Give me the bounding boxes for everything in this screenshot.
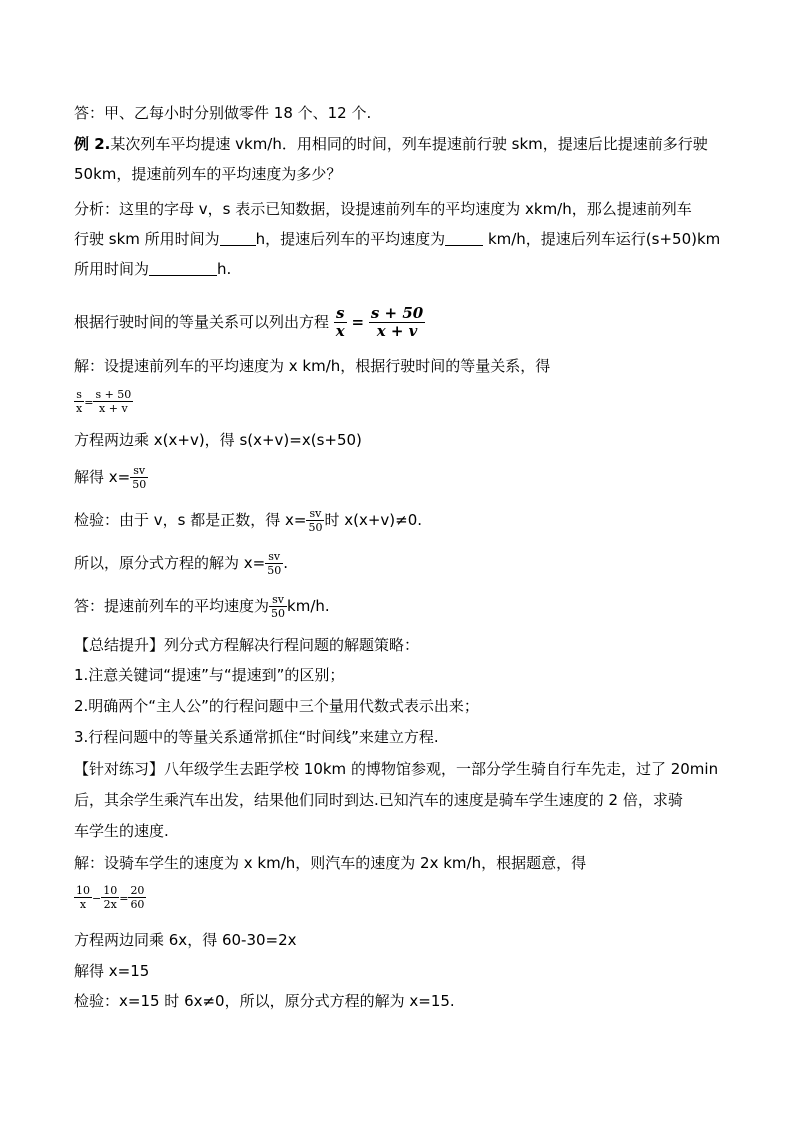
practice-fraction-2: $\frac{10}{2x}$ bbox=[103, 884, 118, 911]
practice-equals: = bbox=[119, 892, 129, 905]
solution-lhs-fraction: $\frac{s}{x}$ bbox=[76, 388, 83, 415]
answer-text-b: km/h. bbox=[287, 597, 330, 615]
analysis-text-a: 行驶 skm 所用时间为 bbox=[74, 230, 220, 248]
summary-item-3: 3.行程问题中的等量关系通常抓住“时间线”来建立方程. bbox=[74, 728, 439, 746]
example-2-label: 例 2. bbox=[74, 135, 111, 153]
practice-line-2: 后，其余学生乘汽车出发，结果他们同时到达.已知汽车的速度是骑车学生速度的 2 倍，求骑 bbox=[74, 791, 683, 809]
summary-title: 【总结提升】 bbox=[74, 636, 165, 654]
analysis-text-d: 所用时间为 bbox=[74, 260, 150, 278]
solution-solve-text: 解得 x= bbox=[74, 468, 131, 486]
relation-rhs-fraction: $\frac{s + 50}{x + v}$ bbox=[370, 304, 424, 340]
solution-line-3 bbox=[74, 462, 148, 492]
example-2-line-2: 50km，提速前列车的平均速度为多少？ bbox=[74, 165, 342, 183]
practice-line-3: 车学生的速度. bbox=[74, 822, 169, 840]
solution-line-4 bbox=[74, 505, 422, 535]
answer-text-a: 答：提速前列车的平均速度为 bbox=[74, 597, 270, 615]
solution-line-1: 解：设提速前列车的平均速度为 x km/h，根据行驶时间的等量关系，得 bbox=[74, 357, 551, 375]
solution-rhs-fraction: $\frac{s + 50}{x + v}$ bbox=[95, 388, 132, 415]
solution-equation bbox=[74, 384, 133, 420]
answer-line: 答：甲、乙每小时分别做零件 18 个、12 个. bbox=[74, 104, 372, 122]
solution-line-6 bbox=[74, 591, 330, 621]
solution-line-2: 方程两边乘 x(x+v)，得 s(x+v)=x(s+50) bbox=[74, 431, 362, 449]
analysis-line-2 bbox=[74, 229, 720, 249]
result-text-b: . bbox=[283, 554, 288, 572]
practice-title: 【针对练习】 bbox=[74, 760, 165, 778]
practice-minus: − bbox=[92, 892, 102, 905]
answer-fraction: $\frac{sv}{50}$ bbox=[271, 593, 286, 620]
example-2-text: 某次列车平均提速 vkm/h．用相同的时间，列车提速前行驶 skm，提速后比提速前多行驶 bbox=[110, 135, 708, 153]
fill-blank-1[interactable] bbox=[220, 231, 256, 246]
summary-item-2: 2.明确两个“主人公”的行程问题中三个量用代数式表示出来； bbox=[74, 697, 479, 715]
result-text-a: 所以，原分式方程的解为 x= bbox=[74, 554, 266, 572]
check-text-b: 时 x(x+v)≠0. bbox=[324, 511, 423, 529]
analysis-text-c: km/h，提速后列车运行(s+50)km bbox=[483, 230, 721, 248]
result-fraction: $\frac{sv}{50}$ bbox=[267, 550, 282, 577]
solution-equals: = bbox=[84, 396, 94, 409]
practice-solution-line-1: 解：设骑车学生的速度为 x km/h，则汽车的速度为 2x km/h，根据题意，得 bbox=[74, 854, 587, 872]
practice-fraction-3: $\frac{20}{60}$ bbox=[130, 884, 145, 911]
summary-item-1: 1.注意关键词“提速”与“提速到”的区别； bbox=[74, 666, 345, 684]
relation-lhs-fraction: $\frac{s}{x}$ bbox=[335, 304, 345, 340]
fill-blank-3[interactable] bbox=[149, 261, 217, 276]
example-2-line-1 bbox=[74, 134, 708, 154]
relation-line bbox=[74, 306, 425, 339]
solution-x-fraction: $\frac{sv}{50}$ bbox=[132, 464, 147, 491]
analysis-line-1: 分析：这里的字母 v，s 表示已知数据，设提速前列车的平均速度为 xkm/h，那么提速前列车 bbox=[74, 200, 692, 218]
relation-equals: = bbox=[351, 313, 365, 331]
analysis-text-b: h，提速后列车的平均速度为 bbox=[255, 230, 446, 248]
check-text-a: 检验：由于 v，s 都是正数，得 x= bbox=[74, 511, 307, 529]
practice-fraction-1: $\frac{10}{x}$ bbox=[76, 884, 90, 911]
relation-text: 根据行驶时间的等量关系可以列出方程 bbox=[74, 313, 330, 331]
practice-solution-line-2: 方程两边同乘 6x，得 60-30=2x bbox=[74, 931, 297, 949]
solution-line-5 bbox=[74, 548, 288, 578]
practice-line-1 bbox=[74, 759, 718, 779]
check-fraction: $\frac{sv}{50}$ bbox=[308, 507, 323, 534]
practice-text-1: 八年级学生去距学校 10km 的博物馆参观，一部分学生骑自行车先走，过了 20min bbox=[164, 760, 719, 778]
practice-equation bbox=[74, 880, 146, 916]
analysis-text-e: h. bbox=[217, 260, 232, 278]
summary-text: 列分式方程解决行程问题的解题策略： bbox=[164, 636, 420, 654]
practice-solution-line-3: 解得 x=15 bbox=[74, 962, 150, 980]
practice-solution-line-4: 检验：x=15 时 6x≠0，所以，原分式方程的解为 x=15. bbox=[74, 992, 455, 1010]
summary-line bbox=[74, 635, 419, 655]
fill-blank-2[interactable] bbox=[445, 231, 483, 246]
analysis-line-3 bbox=[74, 259, 231, 279]
